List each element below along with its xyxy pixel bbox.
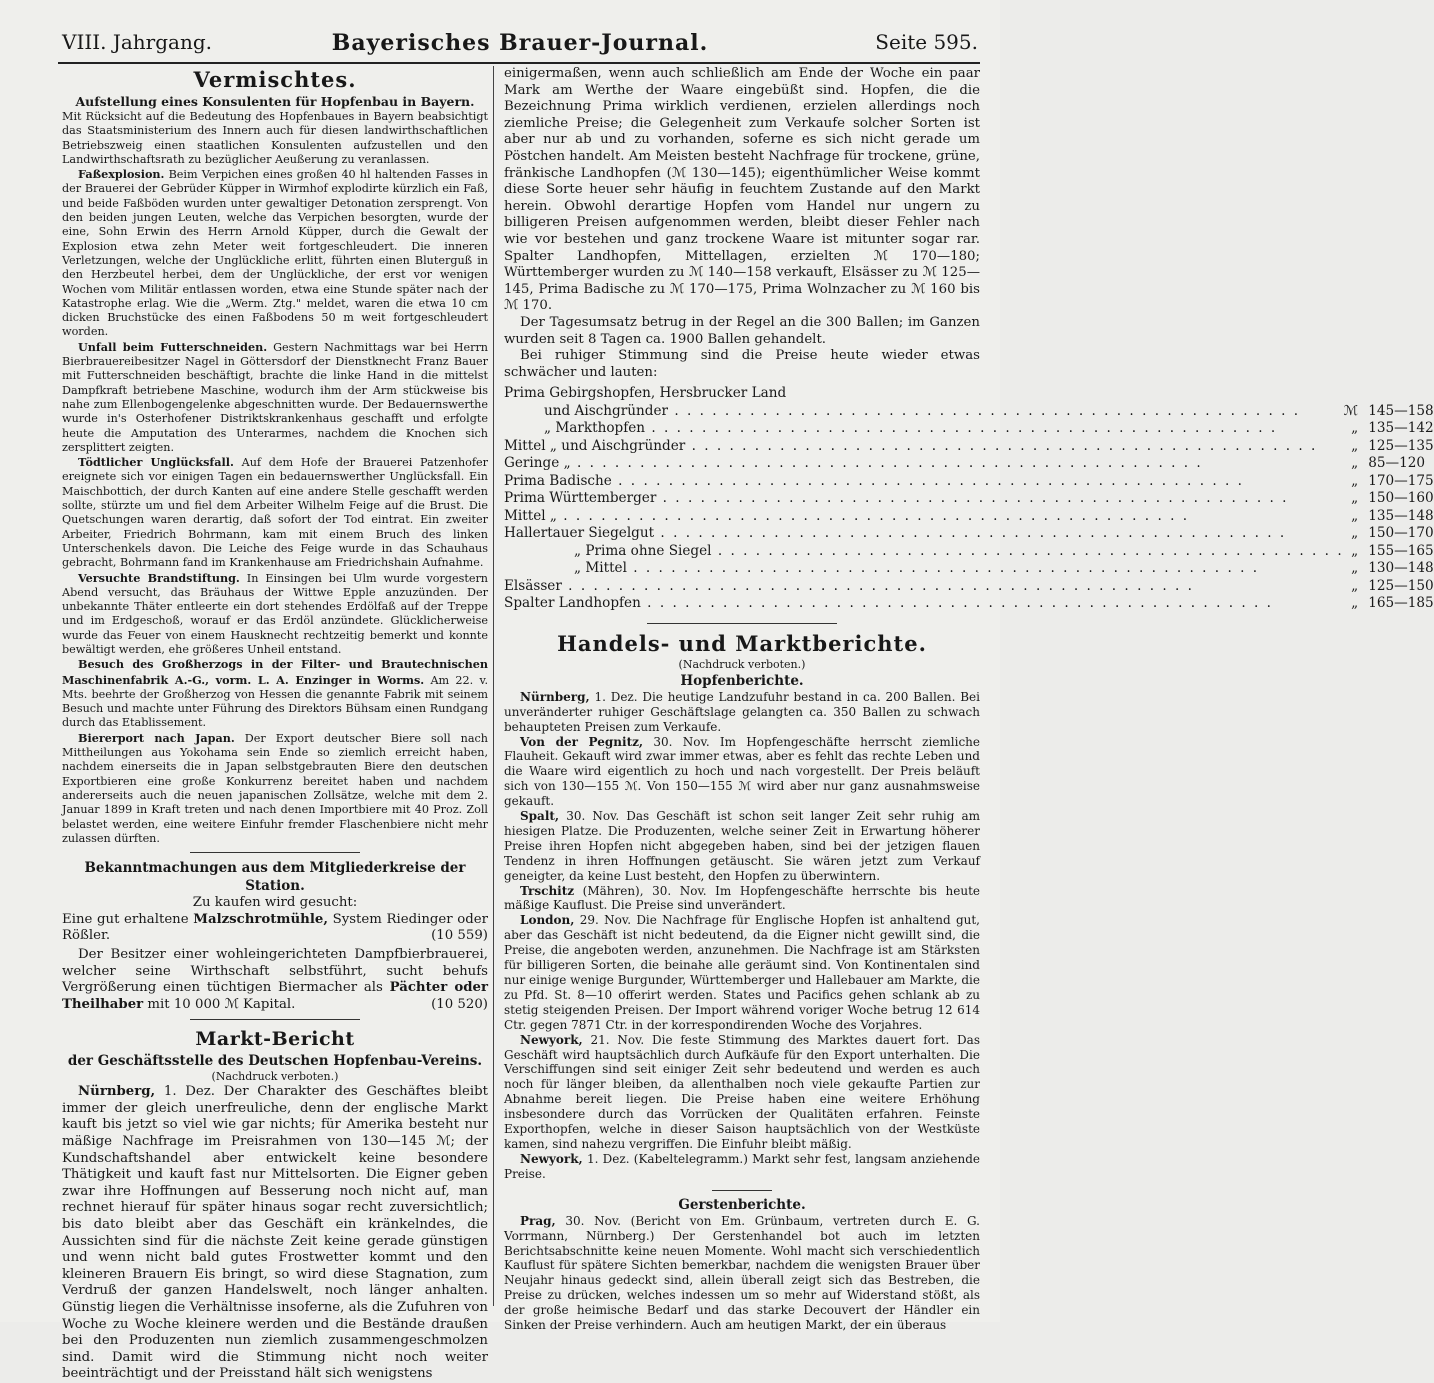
price-variety: Mittel „ und Aischgründer . . .: [504, 438, 1344, 456]
price-variety: Prima Württemberger . . .: [504, 490, 1344, 508]
report-place: Newyork,: [520, 1151, 583, 1166]
price-row: [504, 508, 1434, 526]
price-unit: „: [1351, 437, 1359, 454]
price-variety: Spalter Landhopfen . . .: [504, 595, 1344, 613]
announcement-number: (10 559): [431, 928, 488, 944]
report: [504, 735, 980, 810]
report-text: 1. Dez. Die heutige Landzufuhr bestand in ca. 200 Ballen. Bei unveränderter ruhiger Geschäftslage gelangten ca. 350 Ballen zu schwach behaupteten Preisen zum Verkaufe.: [504, 689, 980, 734]
price-unit: „: [1351, 542, 1359, 559]
article-text: Gestern Nachmittags war bei Herrn Bierbrauereibesitzer Nagel in Göttersdorf der Dienstknecht Franz Bauer mit Futterschneiden beschäftigt, brachte die linke Hand in die mittelst Dampfkraft betriebene Maschine, wodurch ihm der Arm stückweise bis nahe zum Ellenbogengelenke abgeschnitten wurde. Der Bedauernswerthe wurde in's Osterhofener Distriktskrankenhaus geschafft und erfolgte heute die Amputation des Unterarmes, nachdem die Knochen sich zersplittert zeigten.: [62, 340, 489, 454]
price-range: 170—175: [1368, 472, 1434, 489]
report: [504, 913, 980, 1032]
price-variety: „ Markthopfen . . .: [504, 420, 1344, 438]
divider: [190, 1019, 360, 1020]
report-text: (Mähren), 30. Nov. Im Hopfengeschäfte herrschte bis heute mäßige Kauflust. Die Preise sind unverändert.: [504, 883, 980, 913]
report: [504, 884, 980, 914]
column-rule: [493, 66, 494, 1306]
report-place: Nürnberg,: [520, 689, 590, 704]
page-header: [62, 26, 978, 60]
price-row: [504, 473, 1434, 491]
divider: [712, 1190, 772, 1191]
announcements: [62, 895, 488, 1013]
price-unit: „: [1351, 560, 1359, 577]
price-row: [504, 420, 1434, 438]
price-range: 130—148: [1368, 560, 1434, 577]
subsection-title-hopfen: Hopfenberichte.: [680, 672, 804, 689]
report-place: Spalt,: [520, 809, 560, 824]
reprint-note: (Nachdruck verboten.): [678, 657, 806, 671]
announcement-number: (10 520): [431, 996, 488, 1012]
price-range: 125—150: [1368, 577, 1434, 594]
price-variety: Geringe „ . . .: [504, 455, 1344, 473]
report-text: Bei ruhiger Stimmung sind die Preise heute wieder etwas schwächer und lauten:: [504, 348, 980, 380]
market-report-continued: [504, 66, 980, 381]
article-text: Am 22. v. Mts. beehrte der Großherzog von Hessen die genannte Fabrik mit seinem Besuch und machte unter Führung des Direktors Bühsam einen Rundgang durch das Etablissement.: [62, 673, 489, 730]
price-variety: Prima Gebirgshopfen, Hersbrucker Land: [504, 385, 787, 402]
price-row: [504, 490, 1434, 508]
announcement: [62, 947, 488, 1013]
left-column: [62, 66, 489, 1382]
price-row: [504, 578, 1434, 596]
price-row: [504, 595, 1434, 613]
report: [504, 1033, 980, 1152]
announcement-text: mit 10 000 ℳ Kapital.: [147, 996, 296, 1012]
price-row: [504, 455, 1434, 473]
report: [504, 1214, 980, 1333]
article-title: Versuchte Brandstiftung.: [78, 570, 240, 585]
article: [62, 340, 488, 455]
price-unit: „: [1351, 420, 1359, 437]
announcement: [62, 912, 488, 945]
report-text: 30. Nov. (Bericht von Em. Grünbaum, vertreten durch E. G. Vorrmann, Nürnberg.) Der Gerstenhandel bot auch im letzten Berichtsabschnitte keine neuen Momente. Wohl macht sich verschiedentlich Kauflust für spätere Sichten bemerkbar, nachdem die wenigsten Brauer über Neujahr hinaus gedeckt sind, allein überall zeigt sich das Bestreben, die Preise zu drücken, welches indessen um so mehr auf Widerstand stößt, als der große heimische Bedarf und das starke Decouvert der Händler ein Sinken der Preise verhindern. Auch am heutigen Markt, der ein überaus: [504, 1213, 980, 1333]
announcement-item: Malzschrotmühle,: [193, 911, 328, 927]
price-variety: Prima Badische . . .: [504, 473, 1344, 491]
report-text: 30. Nov. Im Hopfengeschäfte herrscht ziemliche Flauheit. Gekauft wird zwar immer etwas, aber es fehlt das rechte Leben und die Waare wird eigentlich zu hoch und nach vorgestellt. Der Preis beläuft sich von 130—155 ℳ. Von 150—155 ℳ wird aber nur ganz ausnahmsweise gekauft.: [504, 734, 980, 809]
article-title: Besuch des Großherzogs in der Filter- und Brautechnischen Maschinenfabrik A.-G., vorm. L. A. Enzinger in Worms.: [62, 657, 488, 687]
price-range: 150—160: [1368, 490, 1434, 507]
price-row: [504, 403, 1434, 421]
article-title: Faßexplosion.: [78, 167, 165, 182]
barley-reports: [504, 1214, 980, 1333]
volume-label: VIII. Jahrgang.: [62, 30, 213, 54]
report: [504, 809, 980, 884]
report-text: 29. Nov. Die Nachfrage für Englische Hopfen ist anhaltend gut, aber das Geschäft ist nicht bedeutend, da die Eigner nicht gewillt sind, die Preise, die angeboten werden, anzunehmen. Die Nachfrage ist am Stärksten für billigeren Sorten, die beinahe alle geräumt sind. Von Kontinentalen sind nur einige wenige Burgunder, Württemberger und Hallebauer am Markte, die zu Pfd. St. 8—10 offerirt werden. States und Pacifics gehen schlank ab zu stetig steigenden Preisen. Der Import während voriger Woche betrug 12 614 Ctr. gegen 7871 Ctr. in der korrespondirenden Woche des Vorjahres.: [504, 913, 980, 1032]
price-unit: „: [1351, 577, 1359, 594]
article: [62, 571, 488, 658]
report-place: London,: [520, 913, 575, 928]
price-range: 145—158: [1368, 402, 1434, 419]
price-variety: „ Mittel . . .: [504, 560, 1344, 578]
article: [62, 455, 488, 570]
article-title: Aufstellung eines Konsulenten für Hopfenbau in Bayern.: [75, 94, 475, 109]
report-text: 1. Dez. Der Charakter des Geschäftes bleibt immer der gleich unerfreuliche, denn der englische Markt kauft bis jetzt so viel wie gar nichts; für Amerika besteht nur mäßige Nachfrage im Preisrahmen von 130—145 ℳ; der Kundschaftshandel aber entwickelt keine besondere Thätigkeit und kauft fast nur Mittelsorten. Die Eigner geben zwar ihre Hoffnungen auf Besserung noch nicht auf, man rechnet hierauf für später hinaus sogar recht zuversichtlich; bis dato bleibt aber das Geschäft ein kränkelndes, die Aussichten sind für die nächste Zeit keine gerade günstigen und wenn nicht bald gutes Frostwetter kommt und den kleineren Brauern Eis bringt, so wird diese Stagnation, zum Verdruß der ganzen Handelswelt, noch länger anhalten. Günstig liegen die Verhältnisse insoferne, als die Zufuhren von Woche zu Woche kleinere werden und die Bestände draußen bei den Produzenten nun ziemlich zusammengeschmolzen sind. Damit wird die Stimmung nicht noch weiter beeinträchtigt und der Preisstand hält sich wenigstens: [62, 1084, 488, 1382]
section-title-vermischtes: Vermischtes.: [193, 67, 357, 92]
announcement-item: Pächter oder Theilhaber: [62, 980, 488, 1012]
announcement-text: Eine gut erhaltene: [62, 911, 189, 927]
price-row: [504, 385, 1434, 403]
article-text: Mit Rücksicht auf die Bedeutung des Hopfenbaues in Bayern beabsichtigt das Staatsministerium des Innern auch für diesen landwirthschaftlichen Betriebszweig einen staatlichen Konsulenten aufzustellen und den Landwirthschaftsrath zu bezüglicher Aeußerung zu veranlassen.: [62, 110, 488, 166]
price-range: 155—165: [1368, 542, 1434, 559]
section-title-handelsberichte: Handels- und Marktberichte.: [557, 630, 927, 656]
price-unit: „: [1351, 472, 1359, 489]
market-report-text: [62, 1084, 488, 1383]
price-variety: Mittel „ . . .: [504, 508, 1344, 526]
section-subtitle: der Geschäftsstelle des Deutschen Hopfenbau-Vereins.: [67, 1053, 483, 1070]
price-unit: [1344, 385, 1369, 403]
price-range: 150—170: [1368, 525, 1434, 542]
article: [62, 167, 488, 340]
price-range: [1368, 385, 1434, 403]
report-place: Newyork,: [520, 1032, 583, 1047]
subsection-title-gerste: Gerstenberichte.: [678, 1196, 806, 1213]
report-place: Von der Pegnitz,: [520, 734, 644, 749]
price-variety: Hallertauer Siegelgut . . .: [504, 525, 1344, 543]
journal-title: Bayerisches Brauer-Journal.: [331, 30, 709, 56]
price-range: 165—185: [1368, 595, 1434, 612]
price-unit: „: [1351, 595, 1359, 612]
price-row: [504, 525, 1434, 543]
article: [62, 657, 488, 730]
header-rule: [58, 62, 980, 64]
price-range: 85—120: [1368, 455, 1426, 472]
report-text: einigermaßen, wenn auch schließlich am Ende der Woche ein paar Mark am Werthe der Waare eingebüßt sind. Hopfen, die die Bezeichnung Prima wirklich verdienen, erzielen allerdings noch ziemliche Preise; die Gelegenheit zum Verkaufe solcher Sorten ist aber nur ab und zu vorhanden, soferne es sich nicht gerade um Pöstchen handelt. Am Meisten besteht Nachfrage für trockene, grüne, fränkische Landhopfen (ℳ 130—145); eigenthümlicher Weise kommt diese Sorte heuer sehr häufig in feuchtem Zustande auf den Markt herein. Obwohl derartige Hopfen vom Handel nur ungern zu billigeren Preisen aufgenommen werden, bleibt dieser Fehler nach wie vor bestehen und ganz trockene Waare ist mitunter sogar rar. Spalter Landhopfen, Mittellagen, erzielten ℳ 170—180; Württemberger wurden zu ℳ 140—158 verkauft, Elsässer zu ℳ 125—145, Prima Badische zu ℳ 170—175, Prima Wolnzacher zu ℳ 160 bis ℳ 170.: [504, 66, 980, 314]
price-unit: „: [1351, 490, 1359, 507]
section-title-bekanntmachungen: Bekanntmachungen aus dem Mitgliederkreise der Station.: [84, 860, 466, 895]
price-variety: „ Prima ohne Siegel . . .: [504, 543, 1344, 561]
report-place: Prag,: [520, 1213, 556, 1228]
article-text: In Einsingen bei Ulm wurde vorgestern Abend versucht, das Bräuhaus der Wittwe Epple anzuzünden. Der unbekannte Thäter entleerte ein dort stehendes Erdölfaß auf der Treppe und im Erdgeschoß, worauf er das Erdöl anzündete. Glücklicherweise wurde das Feuer von einem Hausknecht rechtzeitig bemerkt und konnte bewältigt werden, ehe größeres Unheil entstand.: [62, 571, 488, 656]
price-row: [504, 438, 1434, 456]
price-unit: „: [1351, 455, 1359, 472]
article-title: Tödtlicher Unglücksfall.: [78, 455, 234, 470]
price-unit: „: [1351, 525, 1359, 542]
report-text: 30. Nov. Das Geschäft ist schon seit langer Zeit sehr ruhig am hiesigen Platze. Die Produzenten, welche seiner Zeit in Erwartung höherer Preise ihren Hopfen nicht abgegeben haben, sind bei der jetzigen flauen Tendenz in ihren Hoffnungen getäuscht. Sie wären jetzt zum Verkauf geneigter, da keine Lust besteht, den Hopfen zu überwintern.: [504, 809, 980, 883]
price-unit: ℳ: [1343, 402, 1359, 419]
hop-reports: [504, 690, 980, 1182]
market-report: [62, 1084, 488, 1383]
report-text: Der Tagesumsatz betrug in der Regel an die 300 Ballen; im Ganzen wurden seit 8 Tagen ca. 1900 Ballen gehandelt.: [504, 314, 980, 347]
price-range: 135—142: [1368, 420, 1434, 437]
price-variety: und Aischgründer . . .: [504, 403, 1344, 421]
article-text: Auf dem Hofe der Brauerei Patzenhofer ereignete sich vor einigen Tagen ein bedauernswerther Unglücksfall. Ein Maischbottich, der durch Kanten auf eine andere Stelle geschafft werden sollte, stürzte um und fiel dem Arbeiter Wilhelm Feige auf die Brust. Die Quetschungen waren derartig, daß sofort der Tod eintrat. Ein zweiter Arbeiter, Friedrich Bohrmann, kam mit einem Bruch des linken Unterschenkels davon. Die Leiche des Feige wurde in das Schauhaus gebracht, Bohrmann fand im Krankenhause am Friedrichshain Aufnahme.: [62, 456, 488, 570]
price-row: [504, 560, 1434, 578]
divider: [647, 623, 837, 624]
price-table: [504, 385, 1434, 613]
price-row: [504, 543, 1434, 561]
right-column: [504, 66, 1434, 1333]
report-place: Nürnberg,: [78, 1084, 156, 1100]
divider: [190, 852, 360, 853]
report: [504, 1152, 980, 1182]
price-range: 125—135: [1368, 437, 1434, 454]
price-range: 135—148: [1368, 507, 1434, 524]
article-text: Beim Verpichen eines großen 40 hl haltenden Fasses in der Brauerei der Gebrüder Küpper in Wirmhof explodirte kürzlich ein Faß, und beide Faßböden wurden unter gewaltiger Detonation zersprengt. Von den beiden jungen Leuten, welche das Verpichen besorgten, wurde der eine, Sohn Erwin des Herrn Arnold Küpper, durch die Gewalt der Explosion etwa zehn Meter weit fortgeschleudert. Die inneren Verletzungen, welche der Unglückliche erlitt, führten einen Bluterguß in den Herzbeutel herbei, dem der Unglückliche, der erst vor wenigen Wochen vom Militär entlassen worden, etwa eine Stunde später nach der Katastrophe erlag. Wie die „Werm. Ztg." meldet, waren die etwa 10 cm dicken Bruchstücke des einen Faßbodens 50 m weit fortgeschleudert worden.: [62, 168, 488, 339]
report-text: 21. Nov. Die feste Stimmung des Marktes dauert fort. Das Geschäft wird hauptsächlich durch Aufkäufe für den Export unterhalten. Die Verschiffungen sind seit einiger Zeit sehr bedeutend und werden es auch noch für länger bleiben, da allenthalben noch viele gekaufte Partien zur Abnahme bereit liegen. Die Preise haben eine weitere Erhöhung insbesondere durch das Vorrücken der Qualitäten erfahren. Feinste Exporthopfen, welche in dieser Saison hauptsächlich von der Westküste kamen, sind nahezu vergriffen. Die Einfuhr bleibt mäßig.: [504, 1032, 980, 1151]
report: [504, 690, 980, 735]
report-place: Trschitz: [520, 883, 575, 898]
article-title: Biererport nach Japan.: [78, 730, 235, 745]
reprint-note: (Nachdruck verboten.): [211, 1070, 339, 1084]
price-unit: „: [1351, 507, 1359, 524]
announcement-text: Der Besitzer einer wohleingerichteten Dampfbierbrauerei, welcher seine Wirthschaft selbstführt, sucht behufs Vergrößerung einen tüchtigen Biermacher als: [62, 946, 488, 996]
section-title-marktbericht: Markt-Bericht: [195, 1028, 355, 1051]
announcement-subtitle: Zu kaufen wird gesucht:: [192, 895, 358, 911]
page-number: Seite 595.: [875, 30, 978, 54]
price-variety: Elsässer . . .: [504, 578, 1344, 596]
article-text: Der Export deutscher Biere soll nach Mittheilungen aus Yokohama sein Ende so ziemlich erreicht haben, nachdem einerseits die in Japan selbstgebrauten Biere den deutschen Exportbieren eine große Konkurrenz bereitet haben und nachdem andererseits auch die neuen japanischen Zollsätze, welche mit dem 2. Januar 1899 in Kraft treten und nach denen Importbiere mit 40 Proz. Zoll belastet werden, eine weitere Einfuhr fremder Flaschenbiere nicht mehr zulassen dürften.: [62, 731, 488, 845]
article: [62, 731, 488, 846]
article-title: Unfall beim Futterschneiden.: [78, 339, 268, 354]
report-text: 1. Dez. (Kabeltelegramm.) Markt sehr fest, langsam anziehende Preise.: [504, 1151, 980, 1181]
announcement-text: System Riedinger oder Rößler.: [62, 911, 488, 944]
